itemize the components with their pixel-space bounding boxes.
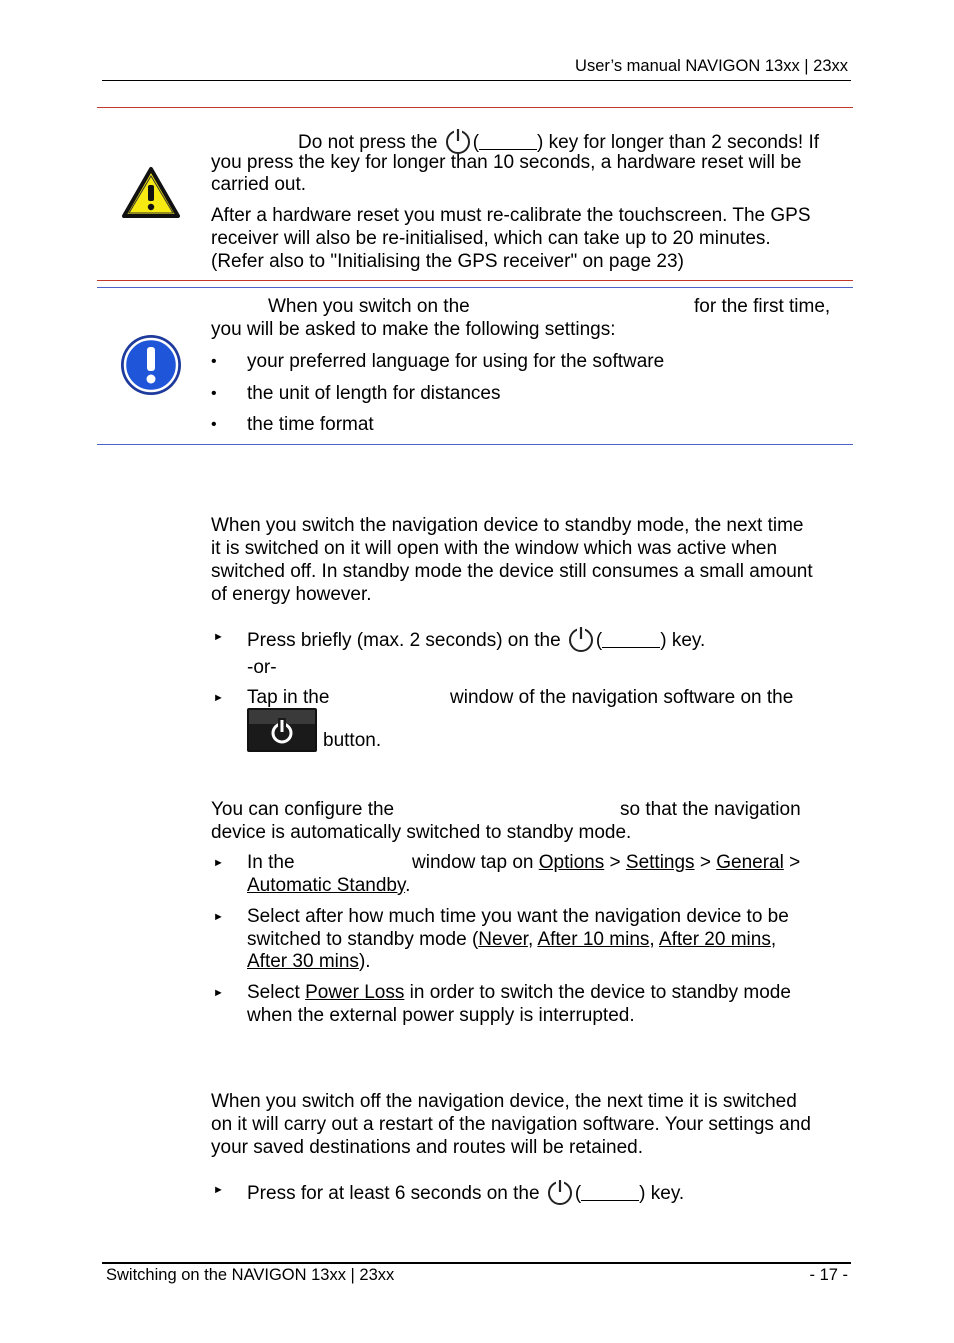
auto-step-3b: when the external power supply is interrupted.	[247, 1005, 635, 1026]
warning-line-4: After a hardware reset you must re-calibrate the touchscreen. The GPS	[211, 205, 811, 226]
note-top-rule	[97, 287, 853, 288]
standby-para: of energy however.	[211, 584, 372, 605]
or-text: -or-	[247, 657, 277, 678]
auto-step-3a	[247, 981, 791, 1004]
bullet-dot: •	[211, 353, 217, 370]
step-arrow: ►	[213, 1184, 224, 1196]
after-10-option[interactable]: After 10 mins	[537, 929, 650, 950]
step-text: Press for at least 6 seconds on the	[247, 1183, 540, 1204]
punctuation: ,	[527, 929, 534, 950]
warning-line-3: carried out.	[211, 174, 307, 195]
step-text: switched to standby mode (	[247, 929, 479, 950]
step-arrow: ►	[213, 857, 224, 869]
punctuation: ).	[358, 951, 371, 972]
auto-step-1a: In the	[247, 852, 295, 873]
auto-line-1b: so that the navigation	[620, 799, 801, 820]
standby-para: it is switched on it will open with the window which was active when	[211, 538, 778, 559]
step-text: window tap on	[412, 852, 534, 873]
power-icon	[547, 1178, 573, 1206]
note-bullet: the unit of length for distances	[247, 383, 501, 404]
note-line-1b: for the first time,	[694, 296, 831, 317]
header-title: User’s manual NAVIGON 13xx | 23xx	[575, 57, 848, 75]
footer-title: Switching on the NAVIGON 13xx | 23xx	[106, 1266, 395, 1284]
note-bullet: your preferred language for using for the software	[247, 351, 665, 372]
off-step-1	[247, 1178, 684, 1206]
power-icon	[247, 708, 317, 752]
auto-step-2b	[247, 928, 776, 951]
standby-para: switched off. In standby mode the device still consumes a small amount	[211, 561, 813, 582]
key-blank	[581, 1184, 639, 1201]
power-loss-option[interactable]: Power Loss	[305, 982, 405, 1003]
step-text: ) key.	[639, 1183, 685, 1204]
punctuation: ,	[649, 929, 655, 950]
step-text: (	[595, 630, 603, 651]
separator: >	[609, 852, 621, 873]
warning-line-6: (Refer also to "Initialising the GPS receiver" on page 23)	[211, 251, 684, 272]
warning-text: (	[472, 132, 480, 153]
auto-step-2c	[247, 950, 371, 973]
auto-step-1b	[412, 851, 800, 874]
punctuation: ,	[770, 929, 777, 950]
standby-para: When you switch the navigation device to standby mode, the next time	[211, 515, 804, 536]
after-20-option[interactable]: After 20 mins	[658, 929, 771, 950]
step-text: in order to switch the device to standby mode	[409, 982, 791, 1003]
punctuation: .	[405, 875, 411, 896]
options-link[interactable]: Options	[538, 852, 605, 873]
step-arrow: ►	[213, 631, 224, 643]
standby-step-2c: button.	[323, 730, 382, 751]
standby-step-2b: window of the navigation software on the	[450, 687, 794, 708]
auto-line-1a: You can configure the	[211, 799, 395, 820]
off-para: When you switch off the navigation device, the next time it is switched	[211, 1091, 797, 1112]
automatic-standby-link[interactable]: Automatic Standby	[247, 875, 406, 896]
warning-line-2: you press the key for longer than 10 seconds, a hardware reset will be	[211, 152, 802, 173]
warning-line-5: receiver will also be re-initialised, which can take up to 20 minutes.	[211, 228, 771, 249]
auto-line-2: device is automatically switched to standby mode.	[211, 822, 632, 843]
general-link[interactable]: General	[716, 852, 784, 873]
exclamation-icon	[119, 333, 183, 397]
step-text: ) key.	[660, 630, 706, 651]
after-30-option[interactable]: After 30 mins	[247, 951, 359, 972]
off-para: your saved destinations and routes will be retained.	[211, 1137, 643, 1158]
step-arrow: ►	[213, 692, 224, 704]
power-icon	[568, 625, 594, 653]
footer-rule	[102, 1262, 851, 1264]
step-text: Select	[247, 982, 300, 1003]
standby-button-image	[247, 708, 317, 752]
separator: >	[699, 852, 711, 873]
step-text: Press briefly (max. 2 seconds) on the	[247, 630, 561, 651]
never-option[interactable]: Never	[478, 929, 528, 950]
bullet-dot: •	[211, 416, 217, 433]
header-rule	[102, 80, 851, 81]
settings-link[interactable]: Settings	[625, 852, 695, 873]
key-blank	[602, 631, 660, 648]
note-line-2: you will be asked to make the following settings:	[211, 319, 616, 340]
note-bottom-rule	[97, 444, 853, 445]
warning-icon	[121, 166, 181, 220]
separator: >	[789, 852, 801, 873]
key-blank	[479, 133, 537, 150]
bullet-dot: •	[211, 385, 217, 402]
note-bullet: the time format	[247, 414, 374, 435]
warning-top-rule	[97, 107, 853, 108]
note-line-1a: When you switch on the	[268, 296, 470, 317]
auto-step-2a: Select after how much time you want the navigation device to be	[247, 906, 789, 927]
warning-bottom-rule	[97, 280, 853, 281]
warning-text: ) key for longer than 2 seconds! If	[537, 132, 820, 153]
step-arrow: ►	[213, 911, 224, 923]
off-para: on it will carry out a restart of the navigation software. Your settings and	[211, 1114, 811, 1135]
step-arrow: ►	[213, 987, 224, 999]
standby-step-2a: Tap in the	[247, 687, 330, 708]
standby-step-1	[247, 625, 705, 653]
step-text: (	[574, 1183, 582, 1204]
auto-step-1c	[247, 874, 410, 897]
page-number: - 17 -	[809, 1266, 848, 1284]
warning-text: Do not press the	[298, 132, 438, 153]
